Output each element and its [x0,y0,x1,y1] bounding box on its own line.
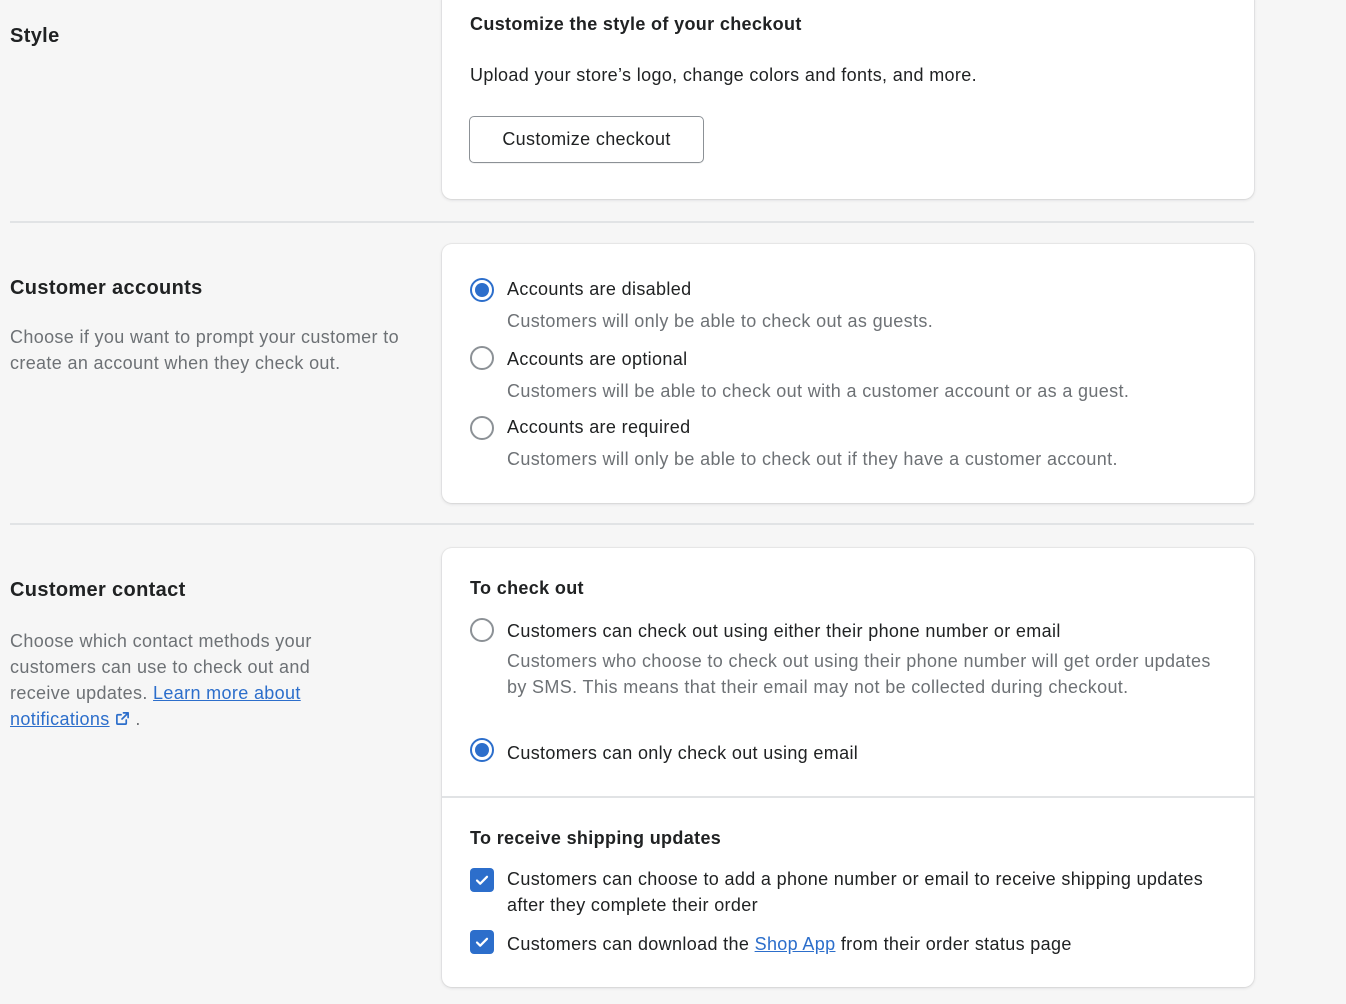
accounts-required-help: Customers will only be able to check out if they have a customer account. [507,449,1118,469]
checkout-phone-or-email-help: Customers who choose to check out using their phone number will get order updates by SMS. This means that their email may not be collected during checkout. [507,651,1211,697]
shop-app-checkbox[interactable] [470,930,494,954]
checkout-phone-or-email-radio[interactable] [470,618,494,642]
to-check-out-heading: To check out [470,578,584,598]
accounts-section-description: Choose if you want to prompt your customer to create an account when they check out. [10,327,399,373]
shop-app-label-before: Customers can download the [507,934,750,954]
checkout-phone-or-email-label[interactable]: Customers can check out using either their phone number or email [507,621,1061,641]
accounts-optional-radio[interactable] [470,346,494,370]
checkmark-icon [474,872,490,888]
style-section-title: Style [10,25,60,47]
shop-app-label-after: from their order status page [840,934,1072,954]
shop-app-label[interactable] [507,934,1072,955]
accounts-optional-label[interactable]: Accounts are optional [507,349,688,369]
section-divider [10,523,1254,525]
shipping-updates-checkbox[interactable] [470,868,494,892]
contact-card [442,548,1254,987]
card-section-divider [442,796,1254,798]
checkout-email-only-radio[interactable] [470,738,494,762]
style-card [442,0,1254,199]
contact-section-description [10,628,370,732]
style-card-heading: Customize the style of your checkout [470,14,802,34]
accounts-section-title: Customer accounts [10,277,203,299]
customize-checkout-button[interactable]: Customize checkout [469,116,704,163]
accounts-required-radio[interactable] [470,416,494,440]
contact-description-text: Choose which contact methods your customers can use to check out and receive updates. [10,631,312,703]
shipping-updates-label[interactable]: Customers can choose to add a phone number or email to receive shipping updates after they complete their order [507,869,1204,915]
learn-more-notifications-link[interactable]: Learn more about notifications [10,683,301,729]
accounts-card [442,244,1254,503]
checkmark-icon [474,934,490,950]
accounts-disabled-label[interactable]: Accounts are disabled [507,279,692,299]
style-card-text: Upload your store’s logo, change colors and fonts, and more. [470,65,977,85]
accounts-disabled-radio[interactable] [470,278,494,302]
accounts-optional-help: Customers will be able to check out with a customer account or as a guest. [507,381,1130,401]
checkout-email-only-label[interactable]: Customers can only check out using email [507,743,859,763]
external-link-icon[interactable] [115,711,130,726]
section-divider [10,221,1254,223]
accounts-disabled-help: Customers will only be able to check out as guests. [507,311,934,331]
shipping-updates-heading: To receive shipping updates [470,828,722,848]
contact-section-title: Customer contact [10,579,186,601]
shop-app-link[interactable]: Shop App [754,934,836,954]
description-period: . [135,709,141,729]
accounts-required-label[interactable]: Accounts are required [507,417,691,437]
